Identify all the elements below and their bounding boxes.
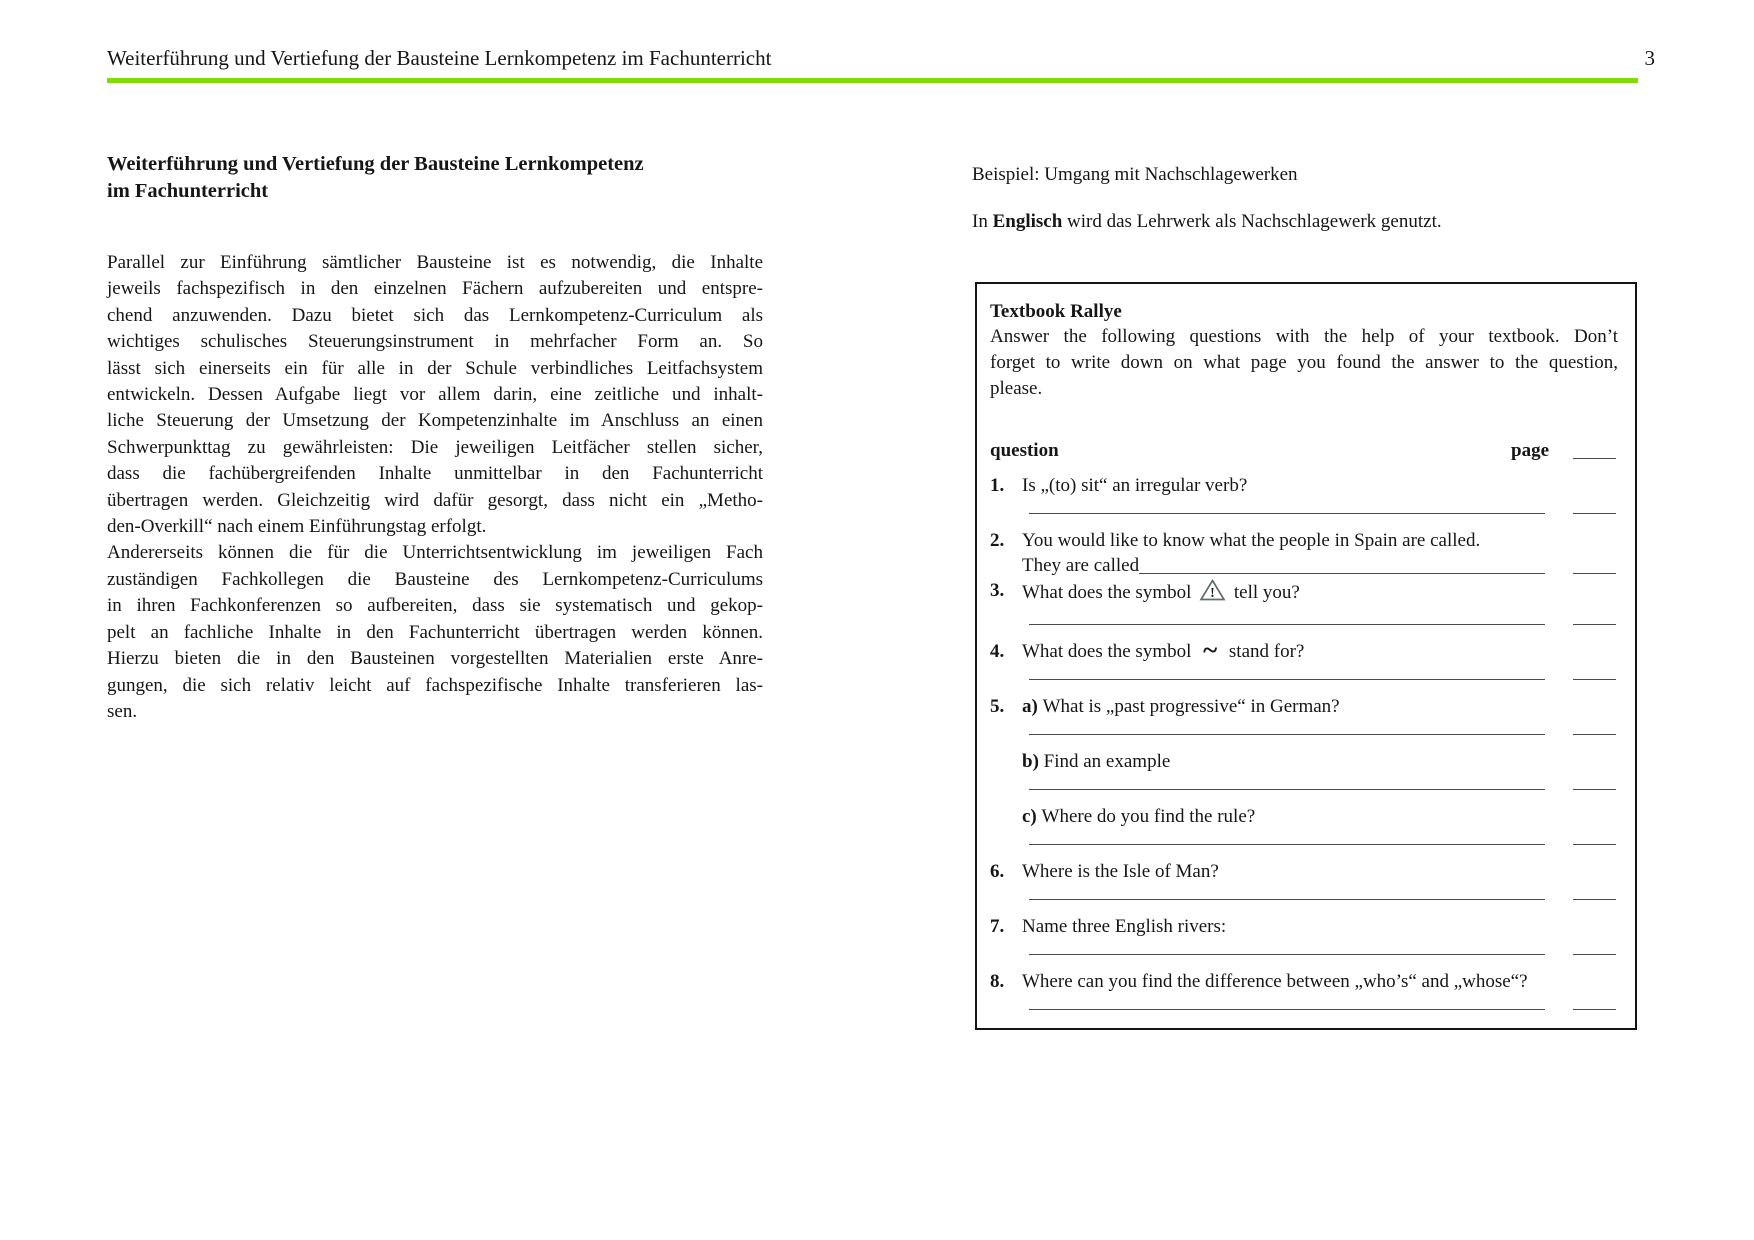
question-text: What does the symbol ! tell you? [1022, 578, 1616, 609]
answer-line-long [1029, 609, 1545, 625]
answer-row [1029, 829, 1616, 845]
question-text: a) What is „past progressive“ in German? [1022, 696, 1340, 717]
page-answer-blank [1573, 829, 1616, 845]
question-row [990, 578, 1616, 609]
body-line: gungen, die sich relativ leicht auf fachspezifische Inhalte transferieren las- [107, 674, 763, 696]
question-text: They are called [1022, 553, 1545, 578]
answer-row [1029, 664, 1616, 680]
body-line: lässt sich einerseits ein für alle in der Schule verbindliches Leitfachsystem [107, 357, 763, 379]
running-head-title: Weiterführung und Vertiefung der Bausteine Lernkompetenz im Fachunterricht [107, 46, 772, 70]
answer-row [1029, 774, 1616, 790]
question-row [990, 969, 1616, 994]
body-line: entwickeln. Dessen Aufgabe liegt vor allem darin, eine zeitliche und inhalt- [107, 384, 763, 406]
question-text: Where can you find the difference between „who’s“ and „whose“? [1022, 971, 1528, 992]
page-answer-blank [1573, 994, 1616, 1010]
body-line: Parallel zur Einführung sämtlicher Bausteine ist es notwendig, die Inhalte [107, 252, 763, 273]
intro-line [972, 209, 1640, 235]
body-line: zuständigen Fachkollegen die Bausteine des Lernkompetenz-Curriculums [107, 568, 763, 590]
question-number: 6. [990, 861, 1005, 882]
page-answer-blank [1573, 609, 1616, 625]
page-answer-blank [1573, 664, 1616, 680]
right-column [972, 162, 1640, 1030]
question-row [990, 914, 1616, 939]
body-line: Schwerpunkttag zu gewährleisten: Die jeweiligen Leitfächer stellen sicher, [107, 436, 763, 458]
question-number: 2. [990, 530, 1005, 551]
page-answer-blank [1573, 719, 1616, 735]
question-row [990, 859, 1616, 884]
instruction-line: forget to write down on what page you found the answer to the question, [990, 352, 1618, 373]
question-text: Where is the Isle of Man? [1022, 861, 1219, 882]
svg-text:!: ! [1210, 586, 1215, 601]
page-header-blank [1573, 458, 1616, 459]
question-text: What does the symbol ~ stand for? [1022, 635, 1305, 665]
answer-row [1029, 609, 1616, 625]
question-number: 8. [990, 971, 1005, 992]
question-number: 1. [990, 475, 1005, 496]
question-subitem-label: c) [1022, 806, 1042, 827]
body-line: pelt an fachliche Inhalte in den Fachunterricht übertragen werden können. [107, 621, 763, 643]
page-answer-blank [1573, 939, 1616, 955]
question-row [990, 635, 1616, 665]
answer-row [1029, 884, 1616, 900]
example-label: Beispiel: Umgang mit Nachschlagewerken [972, 164, 1298, 185]
question-number [990, 553, 1022, 578]
question-text: You would like to know what the people in Spain are called. [1022, 530, 1481, 551]
answer-line-long [1029, 774, 1545, 790]
body-line: den-Overkill“ nach einem Einführungstag erfolgt. [107, 516, 487, 538]
question-text: Name three English rivers: [1022, 916, 1227, 937]
answer-row [1029, 498, 1616, 514]
question-row [990, 749, 1616, 774]
answer-row [1029, 994, 1616, 1010]
header-rule [107, 78, 1638, 83]
question-row [990, 804, 1616, 829]
answer-line-long [1029, 829, 1545, 845]
page-answer-blank [1573, 498, 1616, 514]
page-answer-blank [1573, 884, 1616, 900]
question-column-label: question [990, 440, 1059, 461]
question-number: 3. [990, 580, 1005, 601]
question-subitem-label: b) [1022, 751, 1044, 772]
intro-bold-subject: Englisch [992, 211, 1063, 232]
answer-line-long [1029, 498, 1545, 514]
section-heading [107, 151, 763, 205]
question-row [990, 553, 1616, 578]
section-heading-line: im Fachunterricht [107, 180, 269, 202]
answer-row [1029, 939, 1616, 955]
question-row [990, 528, 1616, 553]
body-line: dass die fachübergreifenden Inhalte unmittelbar in den Fachunterricht [107, 463, 763, 485]
tilde-icon: ~ [1203, 635, 1218, 665]
section-heading-line: Weiterführung und Vertiefung der Bausteine Lernkompetenz [107, 153, 644, 175]
question-row [990, 694, 1616, 719]
warning-triangle-icon [1199, 578, 1226, 609]
question-number [990, 804, 1022, 829]
page-column-label: page [1511, 440, 1549, 461]
body-line: Hierzu bieten die in den Bausteinen vorgestellten Materialien erste Anre- [107, 648, 763, 670]
instruction-line: Answer the following questions with the help of your textbook. Don’t [990, 326, 1618, 347]
body-line: in ihren Fachkonferenzen so aufbereiten, dass sie systematisch und gekop- [107, 595, 763, 617]
body-line: sen. [107, 700, 138, 722]
question-text: b) Find an example [1022, 751, 1171, 772]
question-number: 4. [990, 641, 1005, 662]
question-text: c) Where do you find the rule? [1022, 806, 1256, 827]
intro-post: wird das Lehrwerk als Nachschlagewerk genutzt. [1062, 211, 1442, 232]
left-column [107, 151, 763, 725]
question-row [990, 473, 1616, 498]
body-line: jeweils fachspezifisch in den einzelnen Fächern aufzubereiten und entspre- [107, 278, 763, 300]
question-list [977, 473, 1635, 1010]
intro-pre: In [972, 211, 993, 232]
body-line: Andererseits können die für die Unterrichtsentwicklung im jeweiligen Fach [107, 542, 763, 564]
answer-line-long [1029, 994, 1545, 1010]
page-answer-blank [1573, 774, 1616, 790]
box-instructions [977, 324, 1635, 402]
question-subitem-label: a) [1022, 696, 1043, 717]
answer-line-long [1029, 939, 1545, 955]
question-page-header [990, 438, 1616, 463]
question-number [990, 749, 1022, 774]
inline-answer-blank [1139, 553, 1545, 574]
instruction-line: please. [990, 378, 1043, 399]
question-text: Is „(to) sit“ an irregular verb? [1022, 475, 1248, 496]
body-line: wichtiges schulisches Steuerungsinstrument in mehrfacher Form an. So [107, 331, 763, 353]
body-line: chend anzuwenden. Dazu bietet sich das Lernkompetenz-Curriculum als [107, 304, 763, 326]
answer-line-long [1029, 664, 1545, 680]
box-title: Textbook Rallye [990, 301, 1122, 322]
textbook-rallye-box [975, 282, 1637, 1030]
question-number: 5. [990, 696, 1005, 717]
answer-line-long [1029, 884, 1545, 900]
answer-row [1029, 719, 1616, 735]
page-number: 3 [1644, 46, 1655, 70]
body-line: übertragen werden. Gleichzeitig wird dafür gesorgt, dass nicht ein „Metho- [107, 489, 763, 511]
body-line: liche Steuerung der Umsetzung der Kompetenzinhalte im Anschluss an einen [107, 410, 763, 432]
question-number: 7. [990, 916, 1005, 937]
page-answer-blank [1573, 553, 1616, 574]
answer-line-long [1029, 719, 1545, 735]
body-paragraph [107, 250, 763, 725]
